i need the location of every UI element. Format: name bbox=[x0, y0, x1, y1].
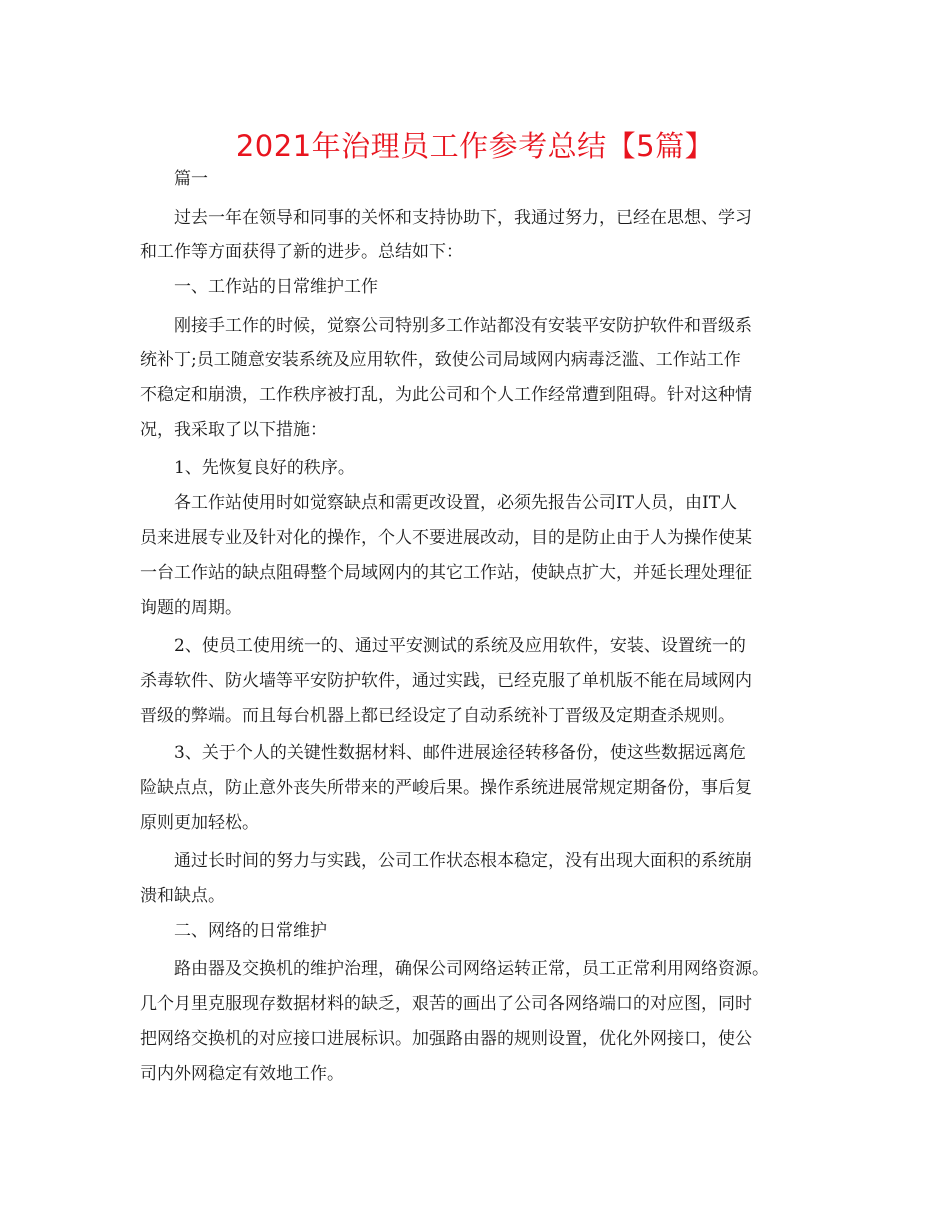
paragraph-line: 几个月里克服现存数据材料的缺乏，艰苦的画出了公司各网络端口的对应图，同时 bbox=[140, 994, 752, 1014]
paragraph-line: 各工作站使用时如觉察缺点和需更改设置，必须先报告公司IT人员，由IT人 bbox=[174, 493, 738, 513]
paragraph-line: 通过长时间的努力与实践，公司工作状态根本稳定，没有出现大面积的系统崩 bbox=[174, 851, 752, 871]
paragraph-line: 晋级的弊端。而且每台机器上都已经设定了自动系统补丁晋级及定期查杀规则。 bbox=[140, 706, 735, 726]
paragraph-line: 把网络交换机的对应接口进展标识。加强路由器的规则设置，优化外网接口，使公 bbox=[140, 1029, 752, 1049]
paragraph-line: 统补丁;员工随意安装系统及应用软件，致使公司局域网内病毒泛滥、工作站工作 bbox=[140, 350, 741, 370]
section-heading-workstation: 一、工作站的日常维护工作 bbox=[174, 277, 378, 297]
section-heading-pian-yi: 篇一 bbox=[174, 169, 208, 189]
paragraph-line: 一台工作站的缺点阻碍整个局域网内的其它工作站，使缺点扩大，并延长理处理征 bbox=[140, 563, 752, 583]
paragraph-line: 原则更加轻松。 bbox=[140, 813, 259, 833]
paragraph-line: 溃和缺点。 bbox=[140, 886, 225, 906]
list-item-heading: 1、先恢复良好的秩序。 bbox=[174, 458, 355, 478]
section-heading-network: 二、网络的日常维护 bbox=[174, 921, 327, 941]
paragraph-line: 刚接手工作的时候，觉察公司特别多工作站都没有安装平安防护软件和晋级系 bbox=[174, 316, 752, 336]
list-item-line: 2、使员工使用统一的、通过平安测试的系统及应用软件，安装、设置统一的 bbox=[174, 636, 746, 656]
paragraph-line: 司内外网稳定有效地工作。 bbox=[140, 1064, 344, 1084]
paragraph-line: 不稳定和崩溃，工作秩序被打乱，为此公司和个人工作经常遭到阻碍。针对这种情 bbox=[140, 385, 752, 405]
paragraph-line: 杀毒软件、防火墙等平安防护软件，通过实践，已经克服了单机版不能在局域网内 bbox=[140, 671, 752, 691]
list-item-line: 3、关于个人的关键性数据材料、邮件进展途径转移备份，使这些数据远离危 bbox=[174, 743, 746, 763]
document-title: 2021年治理员工作参考总结【5篇】 bbox=[235, 129, 715, 163]
paragraph-line: 和工作等方面获得了新的进步。总结如下： bbox=[140, 242, 463, 262]
paragraph-line: 况，我采取了以下措施： bbox=[140, 420, 327, 440]
paragraph-line: 员来进展专业及针对化的操作，个人不要进展改动，目的是防止由于人为操作使某 bbox=[140, 528, 752, 548]
paragraph-line: 路由器及交换机的维护治理，确保公司网络运转正常，员工正常利用网络资源。 bbox=[174, 959, 769, 979]
paragraph-line: 险缺点点，防止意外丧失所带来的严峻后果。操作系统进展常规定期备份，事后复 bbox=[140, 778, 752, 798]
paragraph-line: 过去一年在领导和同事的关怀和支持协助下，我通过努力，已经在思想、学习 bbox=[174, 208, 752, 228]
paragraph-line: 询题的周期。 bbox=[140, 598, 242, 618]
